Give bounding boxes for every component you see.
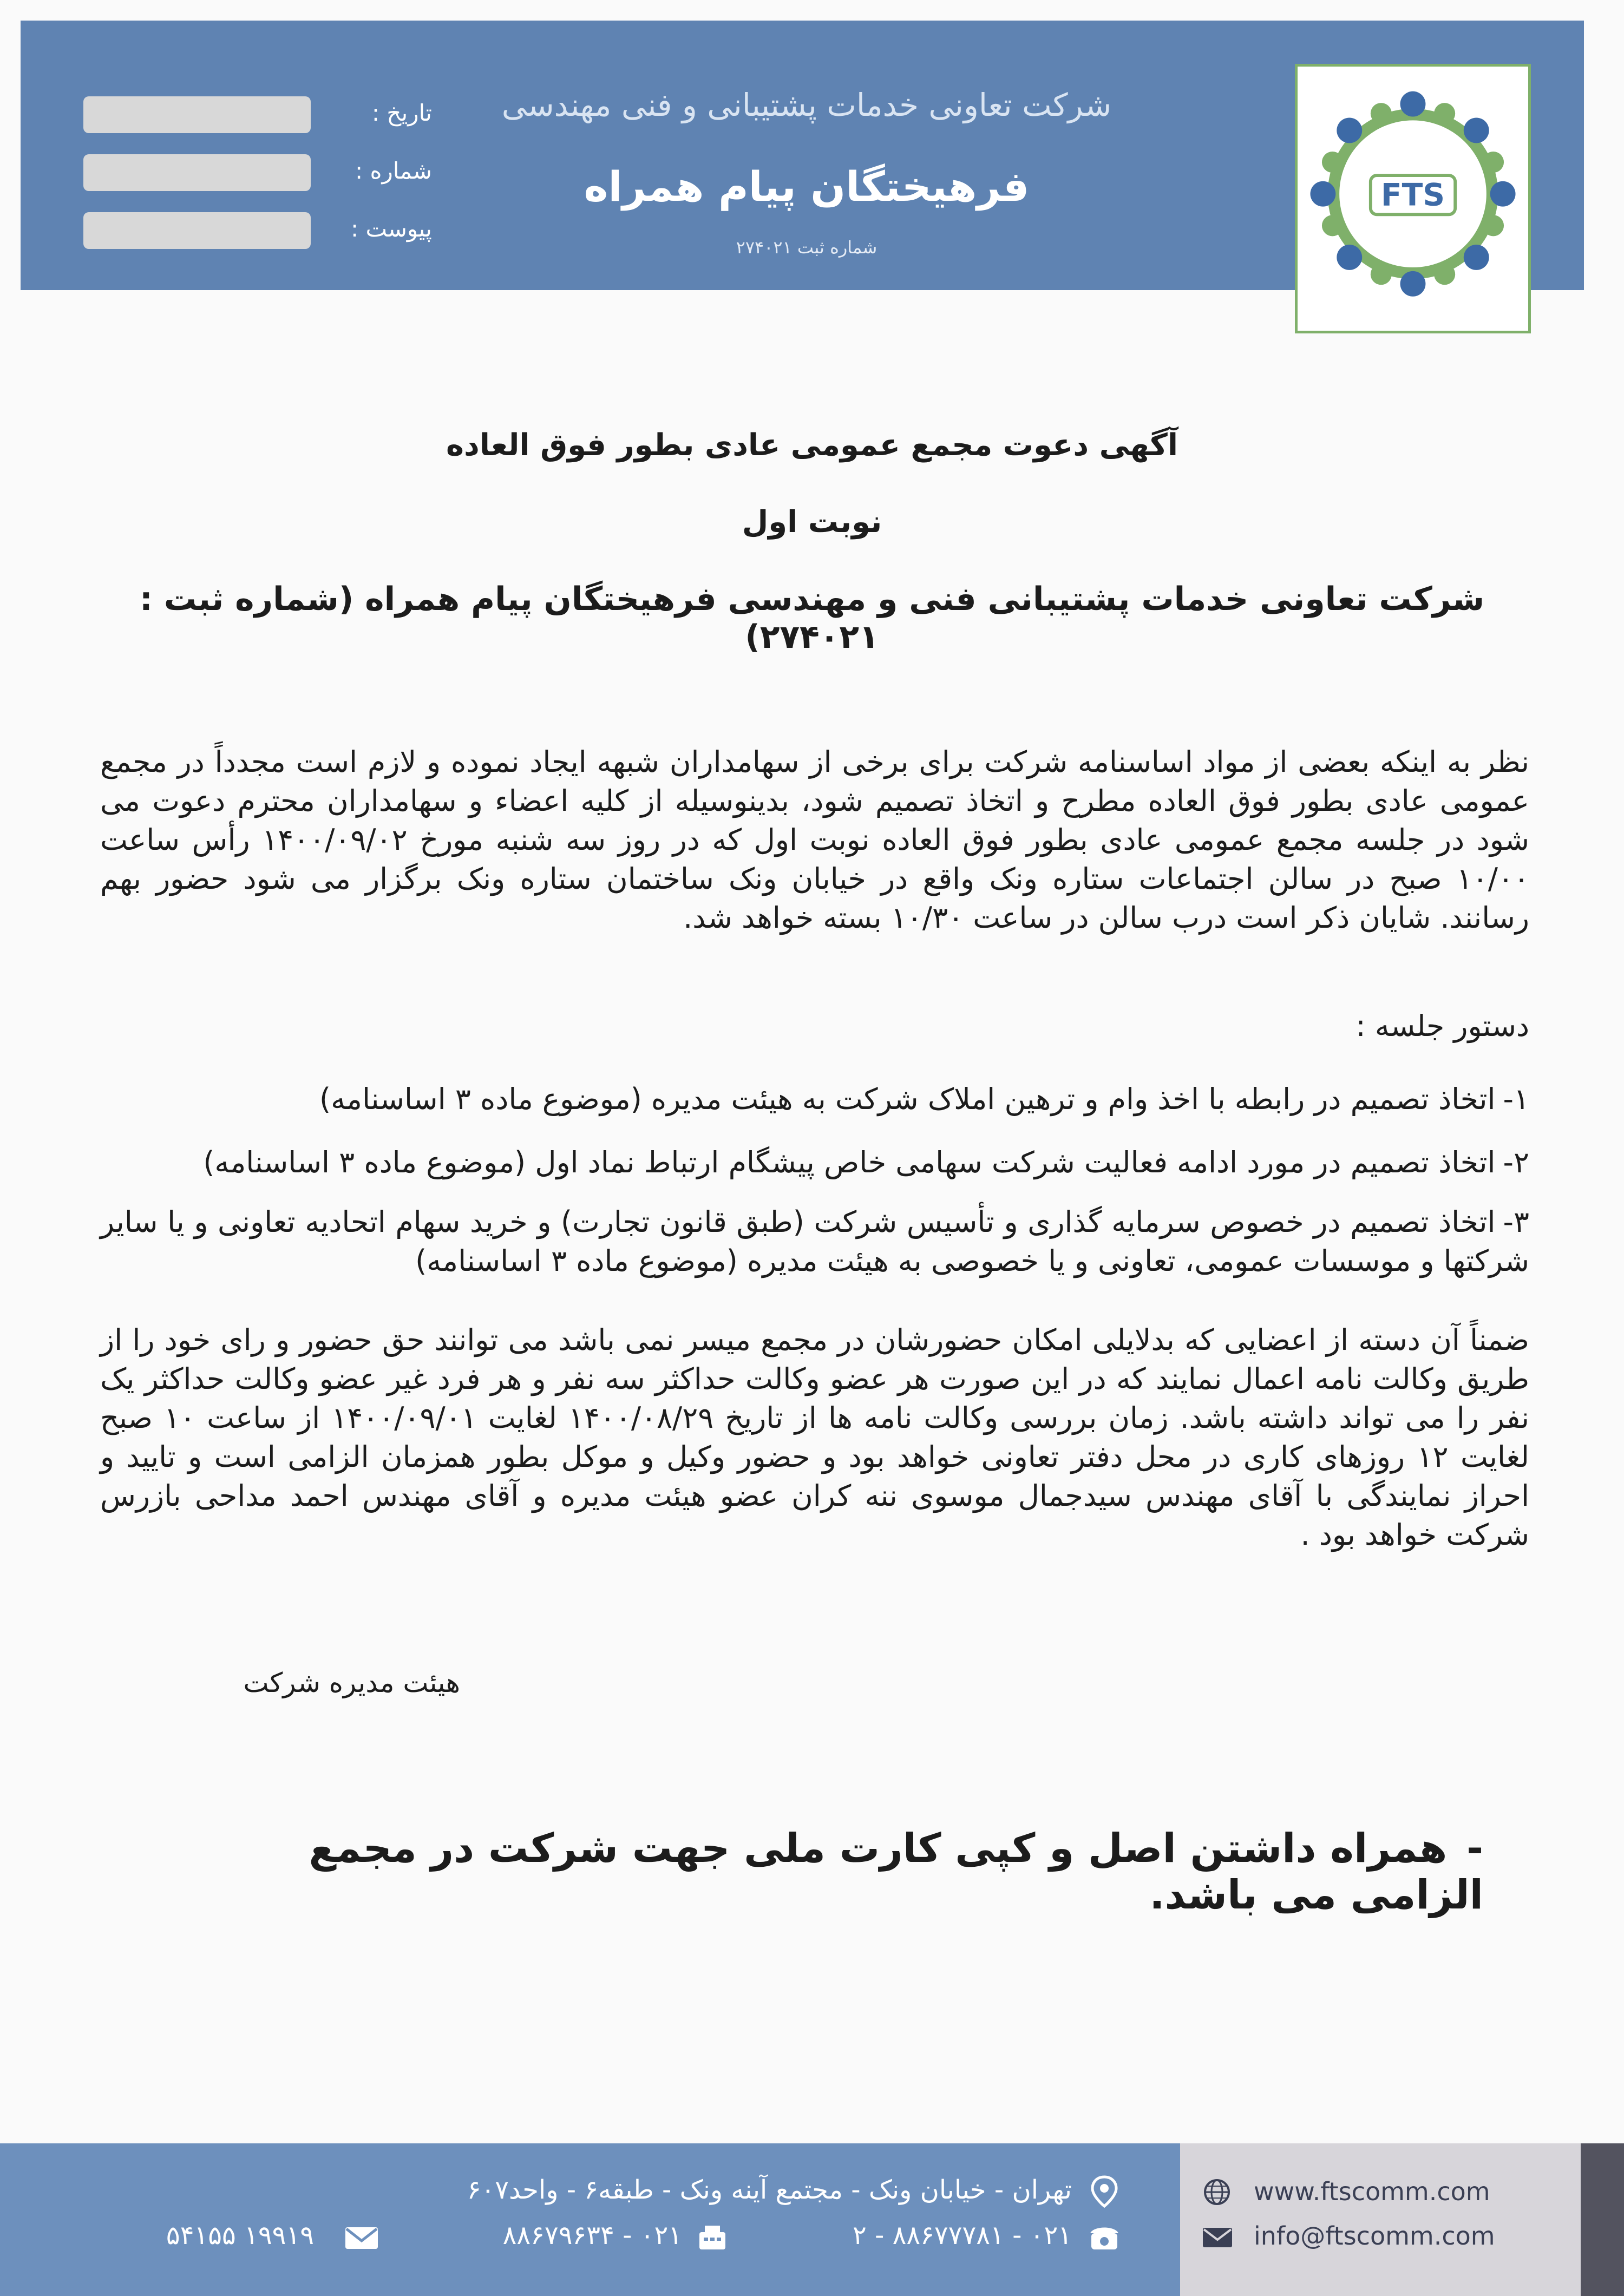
company-heading: شرکت تعاونی خدمات پشتیبانی فنی و مهندسی فرهیختگان پیام همراه (شماره ثبت : ۲۷۴۰۲۱) [139,580,1485,656]
mail-envelope-icon [344,2226,379,2251]
paragraph-invitation: نظر به اینکه بعضی از مواد اساسنامه شرکت برای برخی از سهامداران شبهه ایجاد نموده و لازم است مجدداً در مجمع عمومی عادی بطور فوق العاده مطرح و اتخاذ تصمیم شود، بدینوسیله از کلیه اعضاء و سهامداران محترم دعوت می شود در جلسه مجمع عمومی عادی بطور فوق العاده نوبت اول که در روز سه شنبه مورخ ۱۴۰۰/۰۹/۰۲ رأس ساعت ۱۰/۰۰ صبح در سالن اجتماعات ستاره ونک واقع در خیابان ونک ساختمان ستاره ونک برگزار می شود حضور بهم رسانند. شایان ذکر است درب سالن در ساعت ۱۰/۳۰ بسته خواهد شد. [100,745,1529,935]
footer-email[interactable]: info@ftscomm.com [1254,2221,1495,2251]
phone-icon [1088,2223,1121,2252]
signature: هیئت مدیره شرکت [243,1667,460,1698]
agenda-number: ۲- [1503,1145,1529,1179]
paragraph-proxy: ضمناً آن دسته از اعضایی که بدلایلی امکان حضورشان در مجمع میسر نمی باشد می توانند حق حضور و رای خود را از طریق وکالت نامه اعمال نمایند که در این صورت هر عضو وکالت حداکثر سه نفر و هر فرد غیر عضو وکالت حداکثر یک نفر را می تواند داشته باشد. زمان بررسی وکالت نامه ها از تاریخ ۱۴۰۰/۰۸/۲۹ لغایت ۱۴۰۰/۰۹/۰۱ از ساعت ۱۰ صبح لغایت ۱۲ روزهای کاری در محل دفتر تعاونی خواهد بود و حضور وکیل و موکل بطور همزمان الزامی است و تایید و احراز نمایندگی با آقای مهندس سیدجمال موسوی ننه کران عضو هیئت مدیره و آقای مهندس احمد مداحی بازرس شرکت خواهد بود . [100,1323,1529,1552]
footer-phone: ۰۲۱ - ۸۸۶۷۷۷۸۱ - ۲ [852,2220,1072,2251]
footer-address: تهران - خیابان ونک - مجتمع آینه ونک - طبقه۶ - واحد۶۰۷ [467,2175,1072,2205]
agenda-label: دستور جلسه : [1355,1009,1529,1043]
note-text: همراه داشتن اصل و کپی کارت ملی جهت شرکت در مجمع الزامی می باشد. [309,1825,1483,1918]
globe-icon [1203,2178,1231,2206]
company-line: شرکت تعاونی خدمات پشتیبانی و فنی مهندسی [501,87,1112,123]
location-pin-icon [1088,2175,1121,2209]
people-circle-icon [1298,67,1528,331]
attachment-field [83,212,311,249]
email-icon [1202,2227,1233,2248]
logo-text: FTS [1380,177,1445,213]
fts-logo [1295,64,1531,333]
agenda-text: اتخاذ تصمیم در مورد ادامه فعالیت شرکت سهامی خاص پیشگام ارتباط نماد اول (موضوع ماده ۳ اساسنامه) [203,1145,1496,1179]
date-field [83,96,311,133]
attachment-label: پیوست : [351,215,432,242]
agenda-text: اتخاذ تصمیم در خصوص سرمایه گذاری و تأسیس شرکت (طبق قانون تجارت) و خرید سهام اتحادیه تعاونی و یا سایر شرکتها و موسسات عمومی، تعاونی و یا خصوصی به هیئت مدیره (موضوع ماده ۳ اساسنامه) [100,1205,1529,1278]
footer-website[interactable]: www.ftscomm.com [1254,2177,1490,2206]
number-field [83,154,311,191]
agenda-item-3 [100,1203,1529,1281]
notice-round: نوبت اول [742,504,882,540]
agenda-item-1 [100,1080,1529,1119]
number-label: شماره : [355,158,432,184]
date-label: تاریخ : [371,100,432,126]
agenda-text: اتخاذ تصمیم در رابطه با اخذ وام و ترهین املاک شرکت به هیئت مدیره (موضوع ماده ۳ اساسنامه) [319,1082,1496,1116]
footer-edge [1581,2143,1624,2296]
footer-postbox: ۱۹۹۱۹ ۵۴۱۵۵ [166,2220,314,2251]
agenda-number: ۳- [1503,1205,1529,1239]
fax-icon [697,2223,728,2252]
id-card-note [217,1825,1483,1918]
agenda-item-2 [100,1143,1529,1182]
agenda-number: ۱- [1503,1082,1529,1116]
notice-title: آگهی دعوت مجمع عمومی عادی بطور فوق العاده [446,428,1178,463]
registration-number: شماره ثبت ۲۷۴۰۲۱ [736,237,878,258]
company-name: فرهیختگان پیام همراه [584,162,1030,211]
footer-contact-panel [1180,2143,1581,2296]
footer-fax: ۰۲۱ - ۸۸۶۷۹۶۳۴ [502,2220,682,2251]
note-bullet: - [1466,1825,1483,1872]
